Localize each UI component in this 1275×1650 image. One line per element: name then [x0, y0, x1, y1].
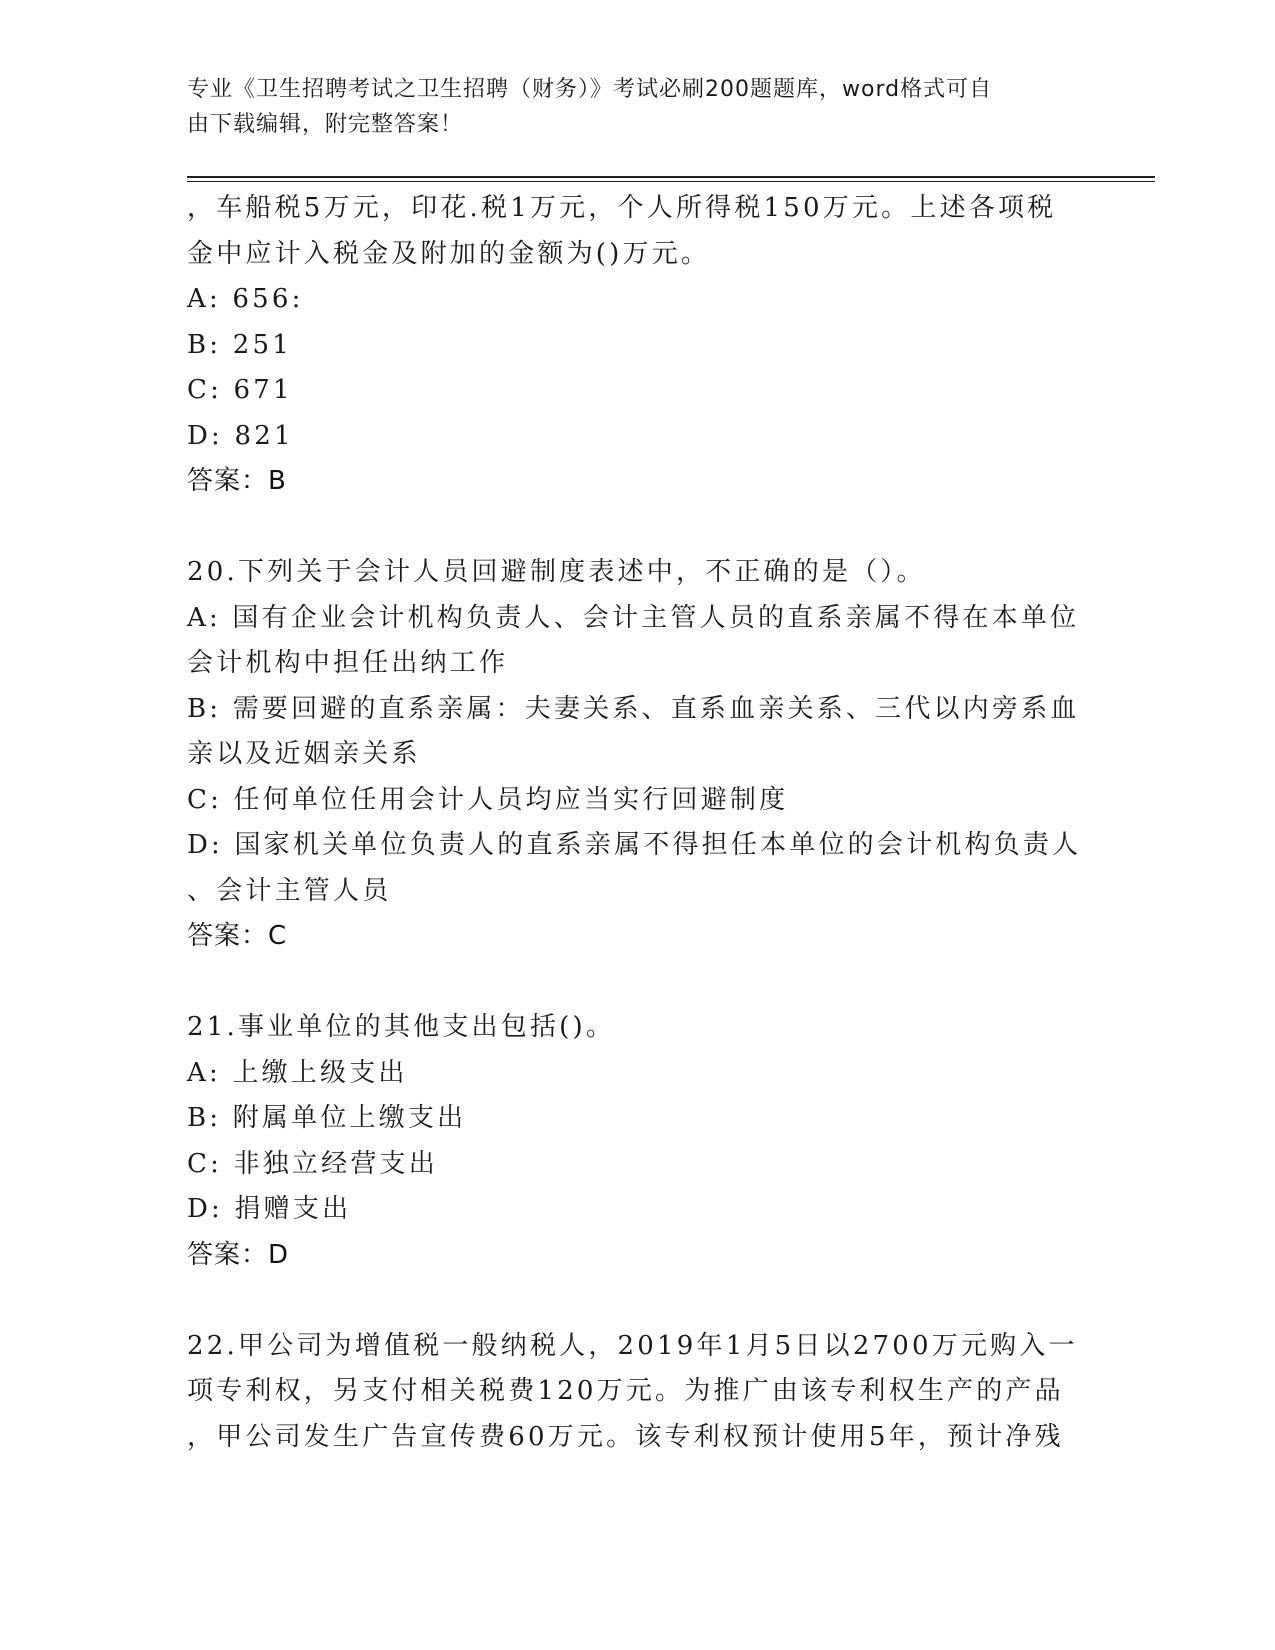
spacer — [187, 505, 1077, 551]
question-text-line: 金中应计入税金及附加的金额为()万元。 — [187, 238, 711, 269]
answer-line: 答案：B — [187, 466, 287, 496]
header-title-line-1: 专业《卫生招聘考试之卫生招聘（财务）》考试必刷200题题库，word格式可自 — [187, 77, 993, 102]
spacer — [187, 1278, 1077, 1324]
question-20 — [187, 550, 1082, 960]
option-d: D: 821 — [187, 420, 294, 451]
option-a: A: 国有企业会计机构负责人、会计主管人员的直系亲属不得在本单位 — [187, 602, 1080, 633]
header-rule-thin — [187, 181, 1155, 182]
option-d-continued: 、会计主管人员 — [187, 875, 392, 906]
option-d: D: 国家机关单位负责人的直系亲属不得担任本单位的会计机构负责人 — [187, 830, 1082, 860]
answer-line: 答案：D — [187, 1239, 290, 1270]
question-22 — [187, 1324, 1077, 1461]
answer-line: 答案：C — [187, 921, 288, 951]
header-rule-thick — [187, 176, 1155, 178]
option-b: B: 附属单位上缴支出 — [187, 1103, 467, 1133]
question-stem: 20.下列关于会计人员回避制度表述中，不正确的是（）。 — [187, 557, 926, 587]
question-text-line: ，甲公司发生广告宣传费60万元。该专利权预计使用5年，预计净残 — [187, 1421, 1064, 1452]
question-stem: 21.事业单位的其他支出包括()。 — [187, 1012, 616, 1042]
option-b: B: 251 — [187, 329, 292, 360]
option-b: B: 需要回避的直系亲属：夫妻关系、直系血亲关系、三代以内旁系血 — [187, 693, 1080, 724]
header-title-line-2: 由下载编辑，附完整答案！ — [187, 112, 464, 137]
question-continued — [187, 186, 1077, 505]
option-a-continued: 会计机构中担任出纳工作 — [187, 648, 509, 678]
document-body — [187, 186, 1082, 1460]
question-text-line: 项专利权，另支付相关税费120万元。为推广由该专利权生产的产品 — [187, 1376, 1064, 1406]
question-text-line: ，车船税5万元，印花.税1万元，个人所得税150万元。上述各项税 — [187, 193, 1057, 223]
option-a: A: 656: — [187, 284, 304, 314]
spacer — [187, 960, 1077, 1006]
page-header — [187, 72, 1067, 142]
question-21 — [187, 1005, 1077, 1278]
option-c: C: 任何单位任用会计人员均应当实行回避制度 — [187, 784, 789, 815]
option-b-continued: 亲以及近姻亲关系 — [187, 739, 421, 769]
option-c: C: 非独立经营支出 — [187, 1148, 438, 1179]
option-c: C: 671 — [187, 375, 293, 405]
option-a: A: 上缴上级支出 — [187, 1057, 408, 1088]
question-stem: 22.甲公司为增值税一般纳税人，2019年1月5日以2700万元购入一 — [187, 1330, 1078, 1361]
option-d: D: 捐赠支出 — [187, 1194, 352, 1224]
